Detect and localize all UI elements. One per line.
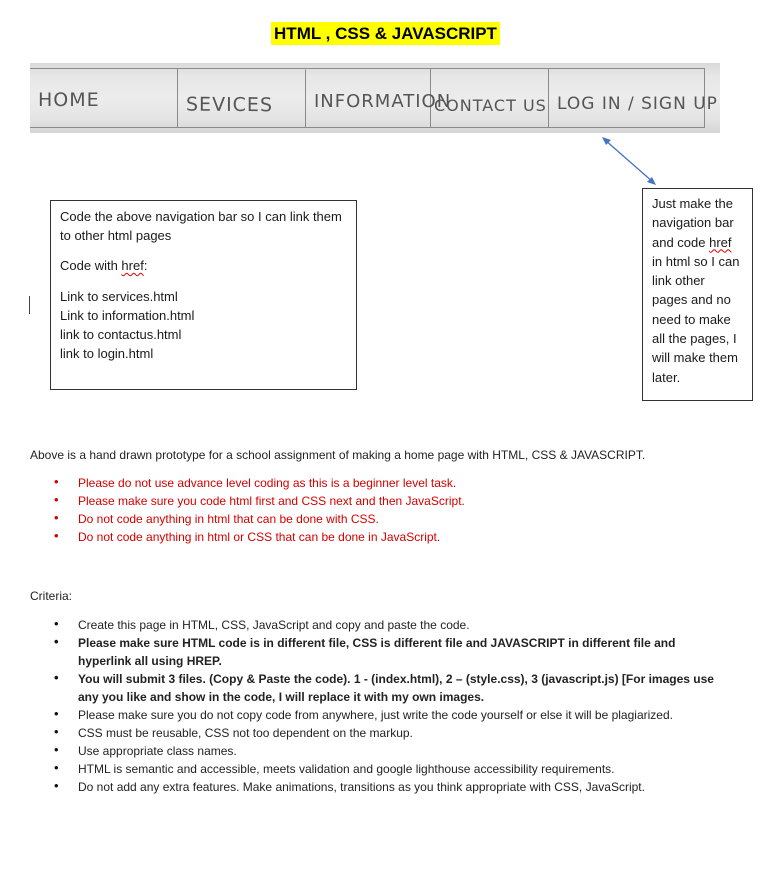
left-instruction-box [50,200,357,390]
criteria-list [30,616,730,796]
criteria-item: • HTML is semantic and accessible, meets validation and google lighthouse accessibility requirements. [30,760,730,778]
criteria-item: • Use appropriate class names. [30,742,730,760]
left-note-code-with [60,256,347,275]
red-rules-list [30,474,465,546]
sketch-nav-home: HOME [30,69,178,127]
red-rule-item: • Please do not use advance level coding as this is a beginner level task. [30,474,465,492]
sketch-nav-login: LOG IN / SIGN UP [557,94,718,114]
criteria-item: • Create this page in HTML, CSS, JavaScript and copy and paste the code. [30,616,730,634]
criteria-item: • Please make sure HTML code is in different file, CSS is different file and JAVASCRIPT in different file and hyperlink all using HREP. [30,634,730,670]
intro-paragraph: Above is a hand drawn prototype for a school assignment of making a home page with HTML, CSS & JAVASCRIPT. [30,448,646,462]
sketch-nav-information: INFORMATION [306,69,431,127]
left-note-link-3: link to contactus.html [60,327,182,342]
double-arrow-icon [595,132,665,192]
right-note-part2: in html so I can link other pages and no need to make all the pages, I will make them later. [652,253,740,385]
sketch-nav-bar [30,68,718,128]
sketch-nav-contact: CONTACT US [431,69,549,127]
code-with-suffix: : [143,258,148,273]
document-title [0,24,771,44]
title-highlight: HTML , CSS & JAVASCRIPT [271,22,500,45]
left-note-link-4: link to login.html [60,346,154,361]
red-rule-item: • Please make sure you code html first and CSS next and then JavaScript. [30,492,465,510]
criteria-item: • You will submit 3 files. (Copy & Paste the code). 1 - (index.html), 2 – (style.css), 3 (javascript.js) [For images use any you like and show in the code, I will replace it with my own images. [30,670,730,706]
right-note-text [652,194,743,387]
criteria-heading: Criteria: [30,589,73,603]
right-instruction-box [642,188,753,401]
code-with-href: href [121,258,144,273]
criteria-item: • Do not add any extra features. Make animations, transitions as you think appropriate with CSS, JavaScript. [30,778,730,796]
left-note-link-1: Link to services.html [60,289,178,304]
criteria-item: • Please make sure you do not copy code from anywhere, just write the code yourself or else it will be plagiarized. [30,706,730,724]
right-note-href: href [709,234,732,250]
red-rule-item: • Do not code anything in html or CSS that can be done in JavaScript. [30,528,465,546]
criteria-item: • CSS must be reusable, CSS not too dependent on the markup. [30,724,730,742]
left-note-line1: Code the above navigation bar so I can link them to other html pages [60,209,342,243]
left-note-link-2: Link to information.html [60,308,195,323]
right-note-part1: Just make the navigation bar and code [652,196,734,250]
text-cursor [29,296,30,314]
code-with-prefix: Code with [60,258,122,273]
red-rule-item: • Do not code anything in html that can be done with CSS. [30,510,465,528]
hand-drawn-nav-sketch [30,63,720,133]
sketch-nav-services: SEVICES [178,68,306,127]
